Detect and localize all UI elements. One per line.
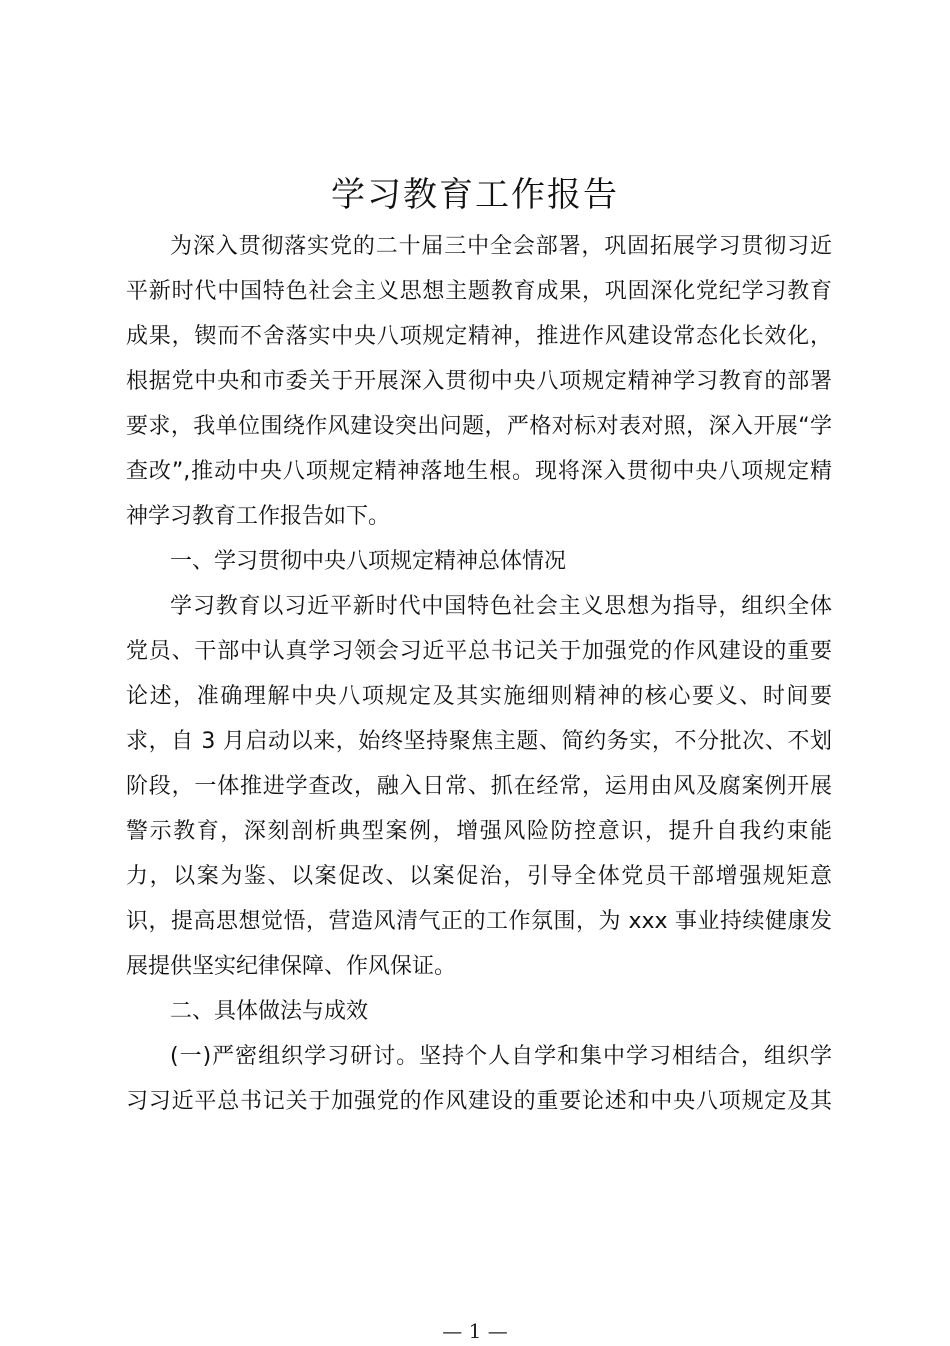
paragraph-line: 求，自 3 月启动以来，始终坚持聚焦主题、简约务实，不分批次、不划 [126,729,832,754]
paragraph-line: 习习近平总书记关于加强党的作风建设的重要论述和中央八项规定及其 [126,1089,832,1114]
paragraph-line: 展提供坚实纪律保障、作风保证。 [126,954,457,979]
paragraph-line: 力，以案为鉴、以案促改、以案促治，引导全体党员干部增强规矩意 [126,864,832,889]
paragraph-line: 为深入贯彻落实党的二十届三中全会部署，巩固拓展学习贯彻习近 [170,234,832,259]
section-heading: 一、学习贯彻中央八项规定精神总体情况 [170,549,567,574]
paragraph-line: (一)严密组织学习研讨。坚持个人自学和集中学习相结合，组织学 [170,1044,832,1069]
paragraph-line: 查改”,推动中央八项规定精神落地生根。现将深入贯彻中央八项规定精 [126,459,832,484]
paragraph-line: 平新时代中国特色社会主义思想主题教育成果，巩固深化党纪学习教育 [126,279,832,304]
paragraph-line: 论述，准确理解中央八项规定及其实施细则精神的核心要义、时间要 [126,684,832,709]
document-body [126,224,832,1124]
page-number: — 1 — [442,1319,508,1343]
paragraph-line: 神学习教育工作报告如下。 [126,504,391,529]
paragraph-line: 阶段，一体推进学查改，融入日常、抓在经常，运用由风及腐案例开展 [126,774,832,799]
section-heading: 二、具体做法与成效 [170,999,369,1024]
paragraph-line: 要求，我单位围绕作风建设突出问题，严格对标对表对照，深入开展“学 [126,414,832,439]
paragraph-line: 识，提高思想觉悟，营造风清气正的工作氛围，为 xxx 事业持续健康发 [126,909,832,934]
paragraph-line: 警示教育，深刻剖析典型案例，增强风险防控意识，提升自我约束能 [126,819,832,844]
paragraph-line: 学习教育以习近平新时代中国特色社会主义思想为指导，组织全体 [170,594,832,619]
paragraph-line: 成果，锲而不舍落实中央八项规定精神，推进作风建设常态化长效化， [126,324,832,349]
document-title: 学习教育工作报告 [331,175,619,215]
paragraph-line: 根据党中央和市委关于开展深入贯彻中央八项规定精神学习教育的部署 [126,369,832,394]
paragraph-line: 党员、干部中认真学习领会习近平总书记关于加强党的作风建设的重要 [126,639,832,664]
